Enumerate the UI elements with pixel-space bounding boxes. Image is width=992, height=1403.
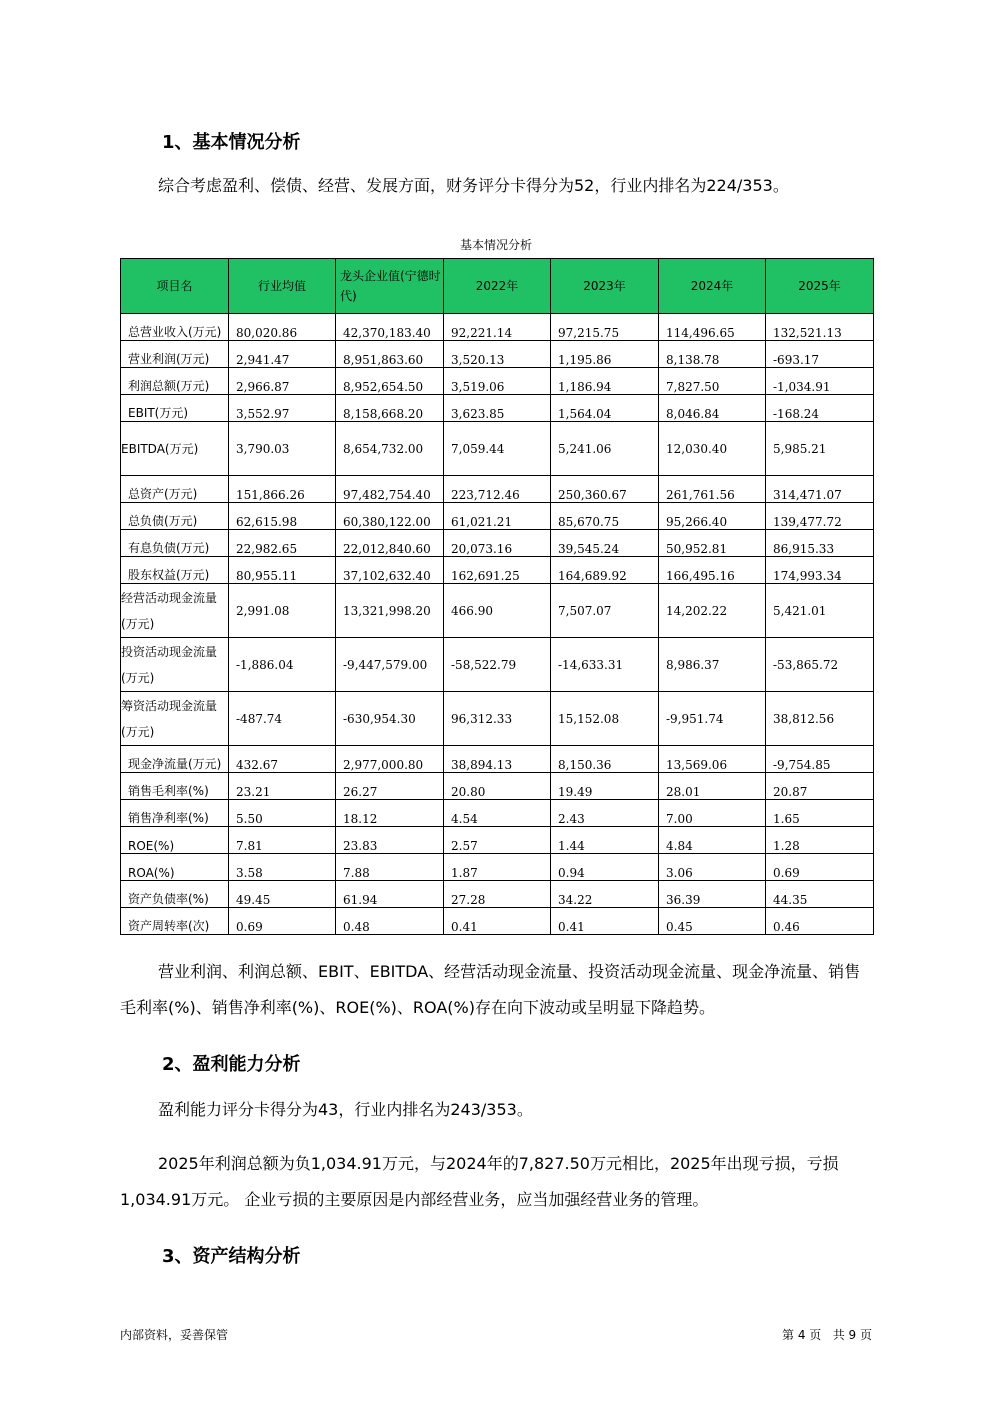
table-cell: 49.45 [229, 881, 336, 908]
table-cell: 8,138.78 [659, 341, 766, 368]
table-row [121, 854, 874, 881]
table-cell: 2,941.47 [229, 341, 336, 368]
table-cell: 223,712.46 [444, 476, 551, 503]
table-cell: 162,691.25 [444, 557, 551, 584]
table-cell: -9,447,579.00 [336, 638, 444, 692]
row-label-cell: 销售毛利率(%) [121, 773, 229, 800]
table-cell: 8,150.36 [551, 746, 659, 773]
table-cell: 3,790.03 [229, 422, 336, 476]
table-cell: 20.87 [766, 773, 874, 800]
table-row [121, 395, 874, 422]
row-label-cell: 资产周转率(次) [121, 908, 229, 935]
row-label-cell: ROE(%) [121, 827, 229, 854]
table-cell: 42,370,183.40 [336, 314, 444, 341]
table-cell: 3.58 [229, 854, 336, 881]
table-cell: -53,865.72 [766, 638, 874, 692]
row-label-cell: 现金净流量(万元) [121, 746, 229, 773]
table-cell: -58,522.79 [444, 638, 551, 692]
row-label-cell: 股东权益(万元) [121, 557, 229, 584]
header-cell: 2023年 [551, 259, 659, 314]
table-cell: 164,689.92 [551, 557, 659, 584]
table-cell: 466.90 [444, 584, 551, 638]
table-cell: -630,954.30 [336, 692, 444, 746]
table-cell: 12,030.40 [659, 422, 766, 476]
table-cell: 0.46 [766, 908, 874, 935]
table-cell: 0.69 [229, 908, 336, 935]
table-cell: -487.74 [229, 692, 336, 746]
table-cell: 92,221.14 [444, 314, 551, 341]
table-cell: 5,421.01 [766, 584, 874, 638]
profitability-detail: 2025年利润总额为负1,034.91万元，与2024年的7,827.50万元相比，2025年出现亏损，亏损1,034.91万元。 企业亏损的主要原因是内部经营业务，应当加强经营业务的管理。 [120, 1154, 839, 1209]
table-row [121, 368, 874, 395]
table-cell: 15,152.08 [551, 692, 659, 746]
table-row [121, 881, 874, 908]
table-cell: -168.24 [766, 395, 874, 422]
table-cell: 8,951,863.60 [336, 341, 444, 368]
table-cell: 2,991.08 [229, 584, 336, 638]
table-cell: 23.83 [336, 827, 444, 854]
table-cell: 1.44 [551, 827, 659, 854]
table-cell: 3,520.13 [444, 341, 551, 368]
table-cell: -1,886.04 [229, 638, 336, 692]
table-cell: 1.65 [766, 800, 874, 827]
header-cell: 2022年 [444, 259, 551, 314]
footer-page-number: 第 4 页 共 9 页 [782, 1328, 872, 1342]
table-cell: 97,482,754.40 [336, 476, 444, 503]
table-row [121, 638, 874, 692]
table-row [121, 557, 874, 584]
table-cell: 27.28 [444, 881, 551, 908]
table-cell: 166,495.16 [659, 557, 766, 584]
table-cell: 3,552.97 [229, 395, 336, 422]
table-cell: 22,012,840.60 [336, 530, 444, 557]
section-1-summary: 综合考虑盈利、偿债、经营、发展方面，财务评分卡得分为52，行业内排名为224/353。 [158, 176, 789, 195]
table-cell: 61.94 [336, 881, 444, 908]
table-cell: 44.35 [766, 881, 874, 908]
table-cell: 38,812.56 [766, 692, 874, 746]
table-row [121, 314, 874, 341]
table-cell: 314,471.07 [766, 476, 874, 503]
table-cell: 18.12 [336, 800, 444, 827]
table-cell: 86,915.33 [766, 530, 874, 557]
table-caption: 基本情况分析 [459, 238, 532, 252]
table-header-row [121, 259, 874, 314]
table-cell: 80,955.11 [229, 557, 336, 584]
table-row [121, 503, 874, 530]
table-cell: 0.48 [336, 908, 444, 935]
table-cell: 97,215.75 [551, 314, 659, 341]
table-cell: 4.84 [659, 827, 766, 854]
table-cell: 14,202.22 [659, 584, 766, 638]
table-row [121, 692, 874, 746]
table-cell: 8,952,654.50 [336, 368, 444, 395]
table-cell: 1,195.86 [551, 341, 659, 368]
table-cell: 3.06 [659, 854, 766, 881]
table-row [121, 800, 874, 827]
table-cell: 8,158,668.20 [336, 395, 444, 422]
table-cell: 432.67 [229, 746, 336, 773]
table-cell: 38,894.13 [444, 746, 551, 773]
table-cell: 7.88 [336, 854, 444, 881]
table-cell: -14,633.31 [551, 638, 659, 692]
table-cell: 23.21 [229, 773, 336, 800]
table-row [121, 584, 874, 638]
table-row [121, 422, 874, 476]
table-cell: 7,059.44 [444, 422, 551, 476]
table-cell: 7.81 [229, 827, 336, 854]
table-cell: 132,521.13 [766, 314, 874, 341]
trend-note: 营业利润、利润总额、EBIT、EBITDA、经营活动现金流量、投资活动现金流量、现金净流量、销售毛利率(%)、销售净利率(%)、ROE(%)、ROA(%)存在向下波动或呈明显下降趋势。 [120, 962, 861, 1017]
table-cell: 85,670.75 [551, 503, 659, 530]
row-label-cell: 利润总额(万元) [121, 368, 229, 395]
table-cell: 0.41 [444, 908, 551, 935]
table-cell: -9,754.85 [766, 746, 874, 773]
table-cell: 62,615.98 [229, 503, 336, 530]
table-cell: 96,312.33 [444, 692, 551, 746]
table-cell: 261,761.56 [659, 476, 766, 503]
footer-left: 内部资料，妥善保管 [120, 1328, 229, 1342]
row-label-cell: 营业利润(万元) [121, 341, 229, 368]
table-cell: -1,034.91 [766, 368, 874, 395]
section-2-heading: 2、盈利能力分析 [162, 1054, 301, 1075]
table-cell: 13,569.06 [659, 746, 766, 773]
table-cell: 7,507.07 [551, 584, 659, 638]
table-cell: 8,986.37 [659, 638, 766, 692]
table-cell: 0.45 [659, 908, 766, 935]
table-cell: 2,966.87 [229, 368, 336, 395]
table-cell: 95,266.40 [659, 503, 766, 530]
section-1-heading: 1、基本情况分析 [162, 132, 301, 153]
table-cell: 7.00 [659, 800, 766, 827]
table-cell: 1,564.04 [551, 395, 659, 422]
header-cell: 行业均值 [229, 259, 336, 314]
table-cell: 39,545.24 [551, 530, 659, 557]
table-row [121, 908, 874, 935]
row-label-cell: 总负债(万元) [121, 503, 229, 530]
header-cell: 龙头企业值(宁德时代) [336, 259, 444, 314]
table-cell: 0.41 [551, 908, 659, 935]
table-row [121, 476, 874, 503]
table-cell: 1,186.94 [551, 368, 659, 395]
table-cell: 151,866.26 [229, 476, 336, 503]
table-cell: 4.54 [444, 800, 551, 827]
table-cell: 2.57 [444, 827, 551, 854]
table-cell: 20.80 [444, 773, 551, 800]
table-cell: 2.43 [551, 800, 659, 827]
table-cell: 8,654,732.00 [336, 422, 444, 476]
table-cell: 61,021.21 [444, 503, 551, 530]
table-cell: 60,380,122.00 [336, 503, 444, 530]
table-cell: -693.17 [766, 341, 874, 368]
table-cell: 3,623.85 [444, 395, 551, 422]
table-cell: 36.39 [659, 881, 766, 908]
table-cell: 80,020.86 [229, 314, 336, 341]
table-cell: 8,046.84 [659, 395, 766, 422]
table-cell: 26.27 [336, 773, 444, 800]
table-cell: -9,951.74 [659, 692, 766, 746]
table-cell: 19.49 [551, 773, 659, 800]
table-cell: 5.50 [229, 800, 336, 827]
row-label-cell: 有息负债(万元) [121, 530, 229, 557]
table-cell: 0.94 [551, 854, 659, 881]
table-cell: 20,073.16 [444, 530, 551, 557]
row-label-cell: 销售净利率(%) [121, 800, 229, 827]
table-cell: 3,519.06 [444, 368, 551, 395]
table-cell: 50,952.81 [659, 530, 766, 557]
table-row [121, 773, 874, 800]
table-row [121, 530, 874, 557]
row-label-cell: 总营业收入(万元) [121, 314, 229, 341]
table-row [121, 341, 874, 368]
table-cell: 2,977,000.80 [336, 746, 444, 773]
profitability-score: 盈利能力评分卡得分为43，行业内排名为243/353。 [158, 1100, 533, 1119]
section-3-heading: 3、资产结构分析 [162, 1246, 301, 1267]
row-label-cell: 经营活动现金流量(万元) [121, 584, 229, 638]
table-cell: 13,321,998.20 [336, 584, 444, 638]
table-cell: 5,241.06 [551, 422, 659, 476]
row-label-cell: 资产负债率(%) [121, 881, 229, 908]
table-row [121, 827, 874, 854]
table-cell: 5,985.21 [766, 422, 874, 476]
table-cell: 34.22 [551, 881, 659, 908]
header-cell: 2025年 [766, 259, 874, 314]
table-cell: 174,993.34 [766, 557, 874, 584]
table-cell: 114,496.65 [659, 314, 766, 341]
table-cell: 139,477.72 [766, 503, 874, 530]
row-label-cell: ROA(%) [121, 854, 229, 881]
table-cell: 250,360.67 [551, 476, 659, 503]
header-cell: 项目名 [121, 259, 229, 314]
header-cell: 2024年 [659, 259, 766, 314]
table-cell: 1.87 [444, 854, 551, 881]
table-cell: 28.01 [659, 773, 766, 800]
table-cell: 1.28 [766, 827, 874, 854]
table-cell: 0.69 [766, 854, 874, 881]
row-label-cell: EBITDA(万元) [121, 422, 229, 476]
row-label-cell: EBIT(万元) [121, 395, 229, 422]
row-label-cell: 投资活动现金流量(万元) [121, 638, 229, 692]
row-label-cell: 总资产(万元) [121, 476, 229, 503]
table-cell: 22,982.65 [229, 530, 336, 557]
row-label-cell: 筹资活动现金流量(万元) [121, 692, 229, 746]
table-cell: 7,827.50 [659, 368, 766, 395]
basic-analysis-table [120, 258, 874, 935]
table-row [121, 746, 874, 773]
table-cell: 37,102,632.40 [336, 557, 444, 584]
